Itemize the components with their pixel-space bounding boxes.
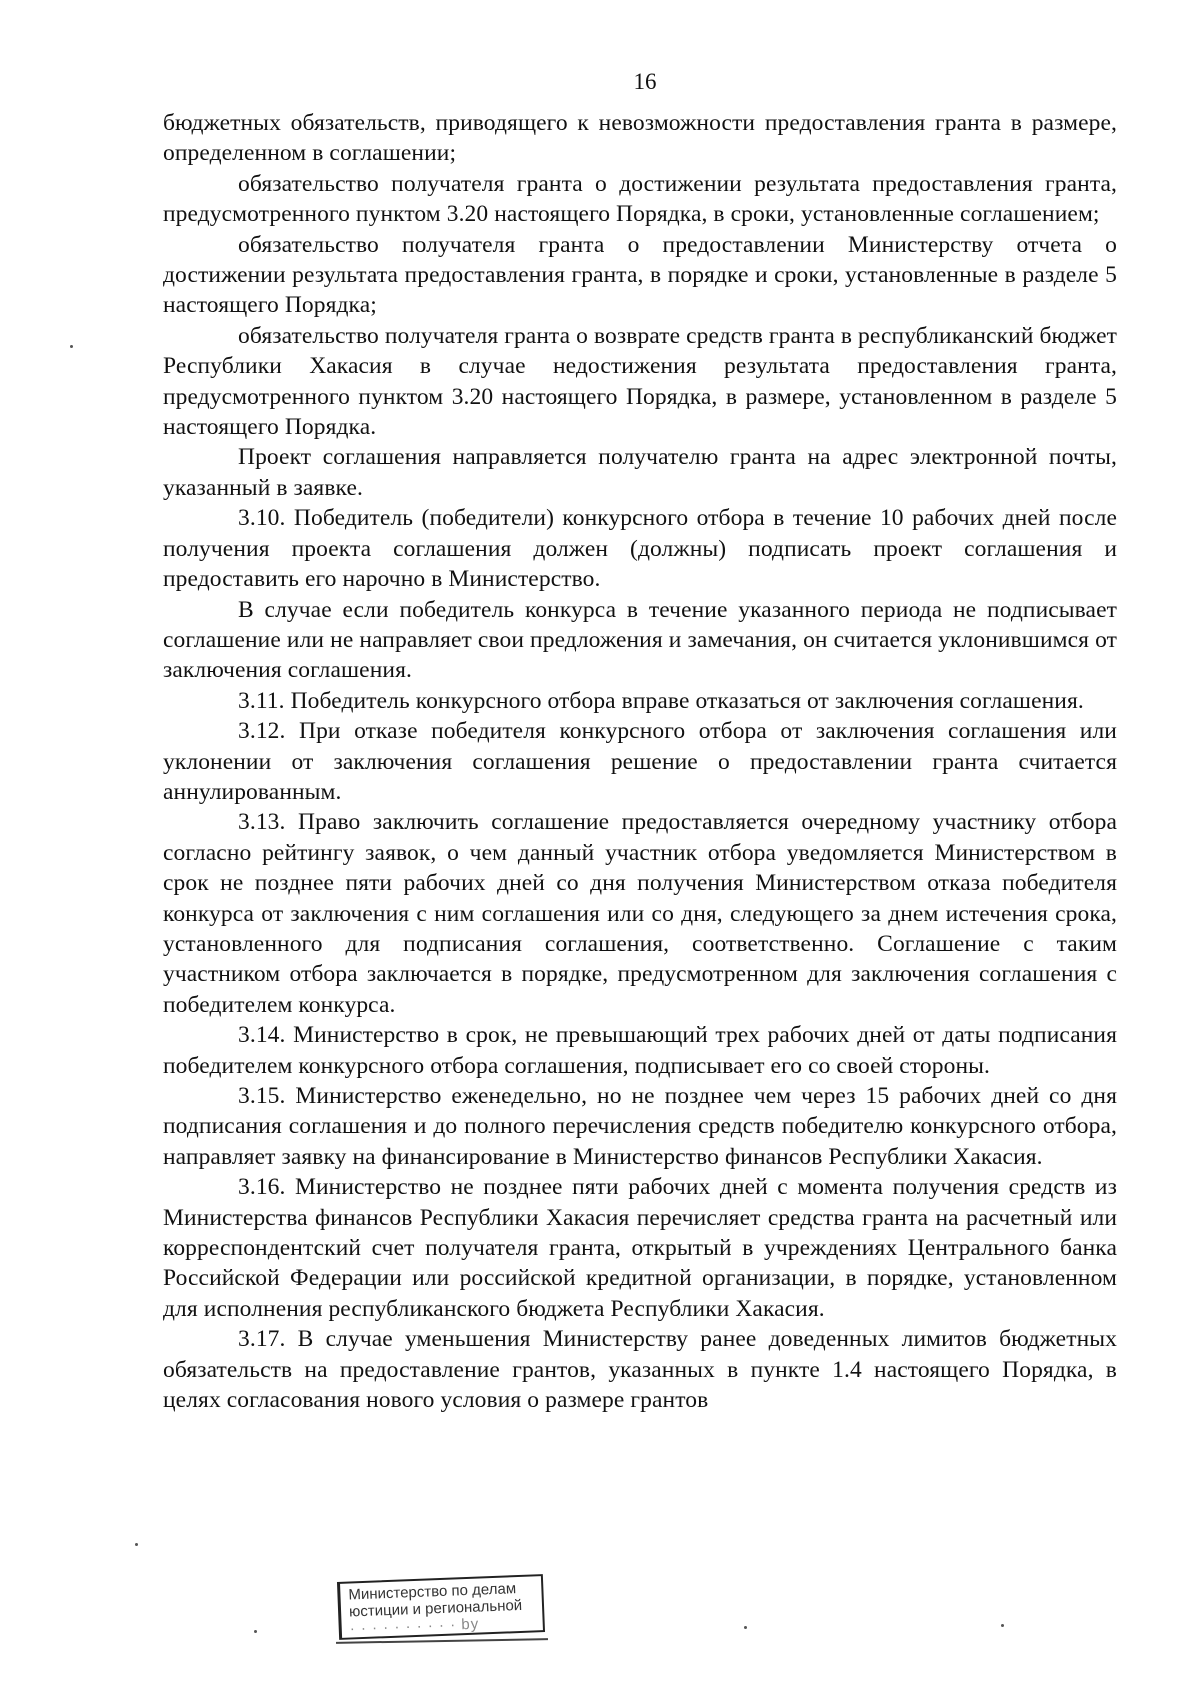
stamp-line-1: Министерство по делам: [348, 1580, 517, 1604]
registration-stamp: [337, 1574, 545, 1640]
stamp-line-3: · · · · · · · · · · by: [349, 1615, 480, 1638]
paragraph-1: бюджетных обязательств, приводящего к невозможности предоставления гранта в размере, определенном в соглашении;: [163, 110, 1117, 167]
scan-speck: [254, 1630, 257, 1633]
scan-speck: [70, 345, 73, 348]
paragraph-7: В случае если победитель конкурса в течение указанного периода не подписывает соглашение или не направляет свои предложения и замечания, он считается уклонившимся от заключения соглашения.: [163, 596, 1117, 684]
stamp-underline: [336, 1638, 548, 1644]
paragraph-3-14: 3.14. Министерство в срок, не превышающий трех рабочих дней от даты подписания победителем конкурсного отбора соглашения, подписывает его со своей стороны.: [163, 1022, 1117, 1079]
paragraph-4: обязательство получателя гранта о возврате средств гранта в республиканский бюджет Республики Хакасия в случае недостижения результата предоставления гранта, предусмотренного пунктом 3.20 настоящего Порядка, в размере, установленном в разделе 5 настоящего Порядка.: [163, 322, 1117, 441]
paragraph-3-10: 3.10. Победитель (победители) конкурсного отбора в течение 10 рабочих дней после получения проекта соглашения должен (должны) подписать проект соглашения и предоставить его нарочно в Министерство.: [163, 505, 1117, 593]
page-number: 16: [633, 69, 657, 94]
paragraph-5: Проект соглашения направляется получателю гранта на адрес электронной почты, указанный в заявке.: [163, 444, 1117, 501]
paragraph-3-13: 3.13. Право заключить соглашение предоставляется очередному участнику отбора согласно рейтингу заявок, о чем данный участник отбора уведомляется Министерством в срок не позднее пяти рабочих дней со дня получения Министерством отказа победителя конкурса от заключения с ним соглашения или со дня, следующего за днем истечения срока, установленного для подписания соглашения, соответственно. Соглашение с таким участником отбора заключается в порядке, предусмотренном для заключения соглашения с победителем конкурса.: [163, 809, 1117, 1018]
paragraph-3-16: 3.16. Министерство не позднее пяти рабочих дней с момента получения средств из Министерства финансов Республики Хакасия перечисляет средства гранта на расчетный или корреспондентский счет получателя гранта, открытый в учреждениях Центрального банка Российской Федерации или российской кредитной организации, в порядке, установленном для исполнения республиканского бюджета Республики Хакасия.: [163, 1174, 1117, 1322]
paragraph-3-15: 3.15. Министерство еженедельно, но не позднее чем через 15 рабочих дней со дня подписания соглашения и до полного перечисления средств победителю конкурсного отбора, направляет заявку на финансирование в Министерство финансов Республики Хакасия.: [163, 1083, 1117, 1170]
paragraph-3-12: 3.12. При отказе победителя конкурсного отбора от заключения соглашения или уклонении от заключения соглашения решение о предоставлении гранта считается аннулированным.: [163, 718, 1117, 805]
document-body: [163, 108, 1117, 1415]
paragraph-3-11: 3.11. Победитель конкурсного отбора вправе отказаться от заключения соглашения.: [238, 687, 1084, 714]
paragraph-3-17: 3.17. В случае уменьшения Министерству ранее доведенных лимитов бюджетных обязательств на предоставление грантов, указанных в пункте 1.4 настоящего Порядка, в целях согласования нового условия о размере грантов: [163, 1326, 1117, 1414]
scan-speck: [135, 1543, 138, 1546]
paragraph-2: обязательство получателя гранта о достижении результата предоставления гранта, предусмотренного пунктом 3.20 настоящего Порядка, в сроки, установленные соглашением;: [163, 170, 1117, 228]
scan-speck: [1001, 1624, 1004, 1627]
paragraph-3: обязательство получателя гранта о предоставлении Министерству отчета о достижении результата предоставления гранта, в порядке и сроки, установленные в разделе 5 настоящего Порядка;: [163, 231, 1117, 319]
scan-speck: [744, 1626, 747, 1629]
stamp-line-2: юстиции и региональной: [348, 1596, 523, 1621]
